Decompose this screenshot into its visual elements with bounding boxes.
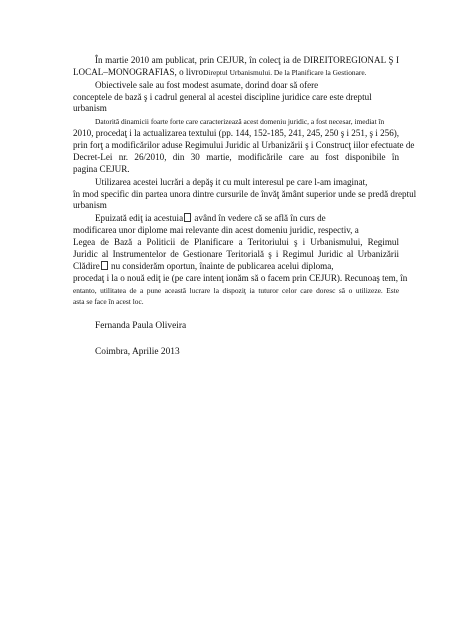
paragraph-line — [73, 67, 366, 78]
signature-place-date: Coimbra, Aprilie 2013 — [95, 347, 180, 357]
paragraph-line: În martie 2010 am publicat, prin CEJUR, în colecţ ia de DIREITOREGIONAL Ş I — [95, 55, 399, 65]
paragraph-line: modificarea unor diplome mai relevante din acest domeniu juridic, respectiv, a — [73, 225, 359, 235]
paragraph-segment: Clădire — [73, 261, 100, 271]
paragraph-line: procedaţ i la o nouă ediţ ie (pe care intenţ ionăm să o facem prin CEJUR). Recunoaş tem, în — [73, 273, 408, 283]
paragraph-line: 2010, procedaţ i la actualizarea textului (pp. 144, 152-185, 241, 245, 250 ş i 251, ş i 256), — [73, 128, 400, 138]
paragraph-line: Datorită dinamicii foarte forte care caracterizează acest domeniu juridic, a fost necesar, imediat în — [95, 117, 385, 126]
paragraph-line: Decret-Lei nr. 26/2010, din 30 martie, modificările care au fost disponibile în — [73, 152, 399, 162]
paragraph-line: prin forţ a modificărilor aduse Regimului Juridic al Urbanizării ş i Construcţ iilor efectuate de — [73, 140, 415, 150]
paragraph-line: entanto, utilitatea de a pune această lucrare la dispoziţ ia tuturor celor care doresc să o utilizeze. Este — [73, 286, 399, 295]
paragraph-line: Obiectivele sale au fost modest asumate, dorind doar să ofere — [95, 80, 319, 90]
paragraph-line: Utilizarea acestei lucrări a depăş it cu mult interesul pe care l-am imaginat, — [95, 177, 368, 187]
paragraph-line: asta se face în acest loc. — [73, 297, 144, 306]
paragraph-line — [95, 213, 326, 224]
paragraph-line: în mod specific din partea unora dintre cursurile de învăţ ământ superior unde se predă dreptul — [73, 189, 417, 199]
paragraph-line: Legea de Bază a Politicii de Planificare a Teritoriului ş i Urbanismului, Regimul — [73, 237, 399, 247]
paragraph-line: conceptele de bază ş i cadrul general al acestei discipline juridice care este dreptul — [73, 92, 372, 102]
missing-glyph-box — [101, 261, 108, 270]
missing-glyph-box — [184, 213, 191, 222]
signature-author: Fernanda Paula Oliveira — [95, 321, 187, 331]
paragraph-segment: nu considerăm oportun, înainte de publicarea acelui diploma, — [108, 261, 334, 271]
paragraph-line: urbanism — [73, 103, 107, 113]
paragraph-segment: Epuizată ediţ ia acestuia — [95, 213, 184, 223]
paragraph-segment: LOCAL–MONOGRAFIAS, o livro — [73, 67, 204, 77]
paragraph-line: urbanism — [73, 200, 107, 210]
paragraph-segment: Direptul Urbanismului. De la Planificare la Gestionare. — [203, 68, 367, 77]
paragraph-line: Juridic al Instrumentelor de Gestionare Teritorială ş i Regimul Juridic al Urbanizării — [73, 249, 399, 259]
paragraph-segment: având în vedere că se află în curs de — [192, 213, 326, 223]
paragraph-line: pagina CEJUR. — [73, 164, 130, 174]
paragraph-line — [73, 261, 334, 272]
